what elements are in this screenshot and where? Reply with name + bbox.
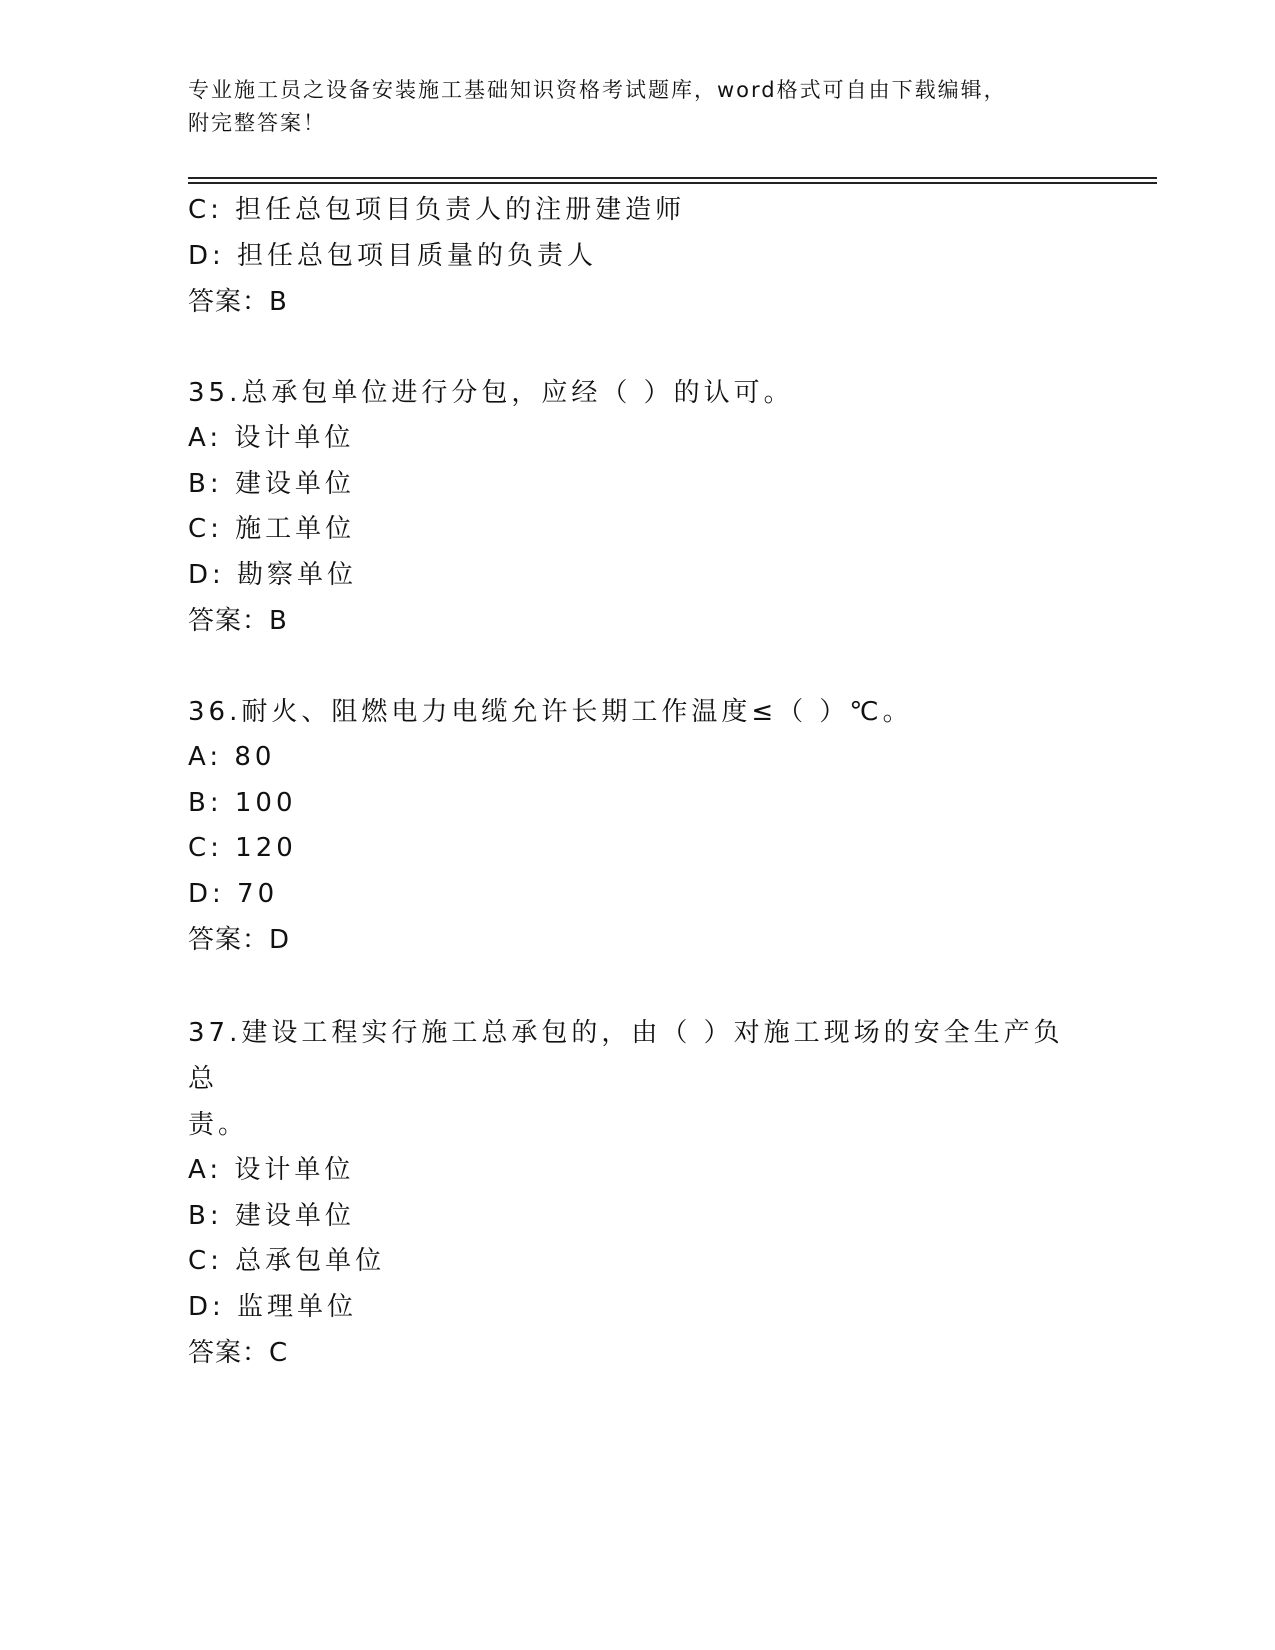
document-header <box>188 74 1088 140</box>
answer-line: 答案：B <box>188 606 288 636</box>
option-a: A: 设计单位 <box>188 423 355 453</box>
option-a: A: 80 <box>188 742 276 772</box>
question-text-line-1: 37.建设工程实行施工总承包的，由（ ）对施工现场的安全生产负总 <box>188 1018 1064 1094</box>
spacer <box>188 325 1088 370</box>
option-c: C: 施工单位 <box>188 514 356 544</box>
option-b: B: 建设单位 <box>188 1200 355 1231</box>
option-c: C: 120 <box>188 833 297 863</box>
header-divider-top <box>188 177 1157 179</box>
question-block-34 <box>188 188 1088 325</box>
spacer <box>188 963 1088 1010</box>
question-block-37 <box>188 1010 1088 1376</box>
header-line-2: 附完整答案！ <box>188 111 326 135</box>
option-d: D: 担任总包项目质量的负责人 <box>188 240 598 271</box>
spacer <box>188 644 1088 689</box>
question-text: 36.耐火、阻燃电力电缆允许长期工作温度≤（ ）℃。 <box>188 697 913 727</box>
header-line-1: 专业施工员之设备安装施工基础知识资格考试题库，word格式可自由下载编辑， <box>188 78 1007 102</box>
option-c: C: 总承包单位 <box>188 1246 386 1276</box>
option-b: B: 建设单位 <box>188 468 355 499</box>
header-divider-bottom <box>188 182 1157 184</box>
option-b: B: 100 <box>188 787 297 818</box>
question-block-36 <box>188 689 1088 963</box>
option-a: A: 设计单位 <box>188 1155 355 1185</box>
answer-line: 答案：B <box>188 287 288 317</box>
question-block-35 <box>188 370 1088 644</box>
option-c: C: 担任总包项目负责人的注册建造师 <box>188 195 686 225</box>
answer-line: 答案：C <box>188 1338 289 1368</box>
answer-line: 答案：D <box>188 925 291 955</box>
option-d: D: 70 <box>188 878 279 909</box>
question-text: 35.总承包单位进行分包，应经（ ）的认可。 <box>188 378 794 408</box>
option-d: D: 监理单位 <box>188 1291 358 1322</box>
question-text-line-2: 责。 <box>188 1110 249 1140</box>
question-list <box>188 188 1088 1376</box>
option-d: D: 勘察单位 <box>188 559 358 590</box>
